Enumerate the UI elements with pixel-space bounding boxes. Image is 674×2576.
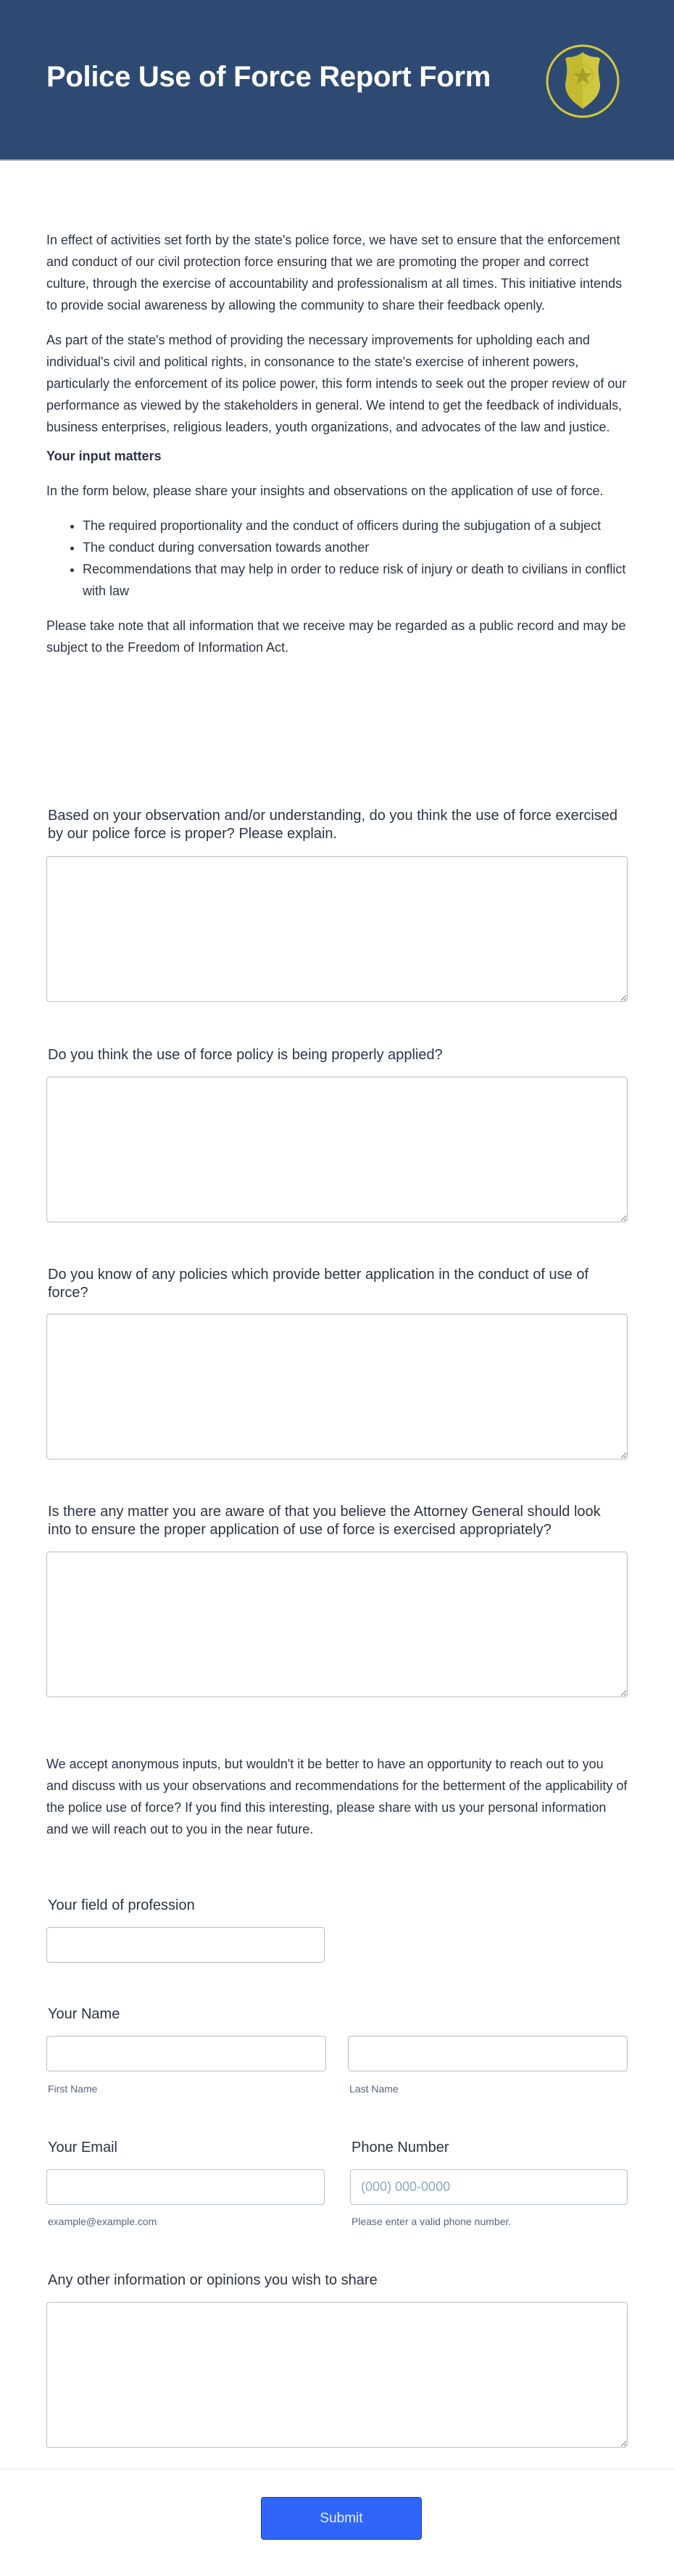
other-info-textarea[interactable]: [46, 2302, 628, 2448]
page-title: Police Use of Force Report Form: [46, 61, 491, 93]
first-name-sublabel: First Name: [48, 2083, 98, 2095]
intro-paragraph-3: In the form below, please share your insights and observations on the application of use of force.: [46, 484, 604, 498]
last-name-sublabel: Last Name: [349, 2083, 399, 2095]
intro-section: [46, 229, 628, 658]
form-header: [0, 0, 674, 161]
question-4-textarea[interactable]: [46, 1552, 628, 1697]
profession-label: Your field of profession: [48, 1897, 195, 1913]
profession-input[interactable]: [46, 1927, 325, 1963]
email-input[interactable]: [46, 2169, 325, 2205]
intro-paragraph-4: Please take note that all information that we receive may be regarded as a public record and may be subject to the Freedom of Information Act.: [46, 618, 626, 655]
submit-button[interactable]: Submit: [261, 2497, 422, 2540]
bullet-item: • The required proportionality and the conduct of officers during the subjugation of a subject: [83, 515, 628, 537]
first-name-input[interactable]: [46, 2036, 326, 2071]
phone-input[interactable]: [350, 2169, 628, 2205]
email-label: Your Email: [48, 2140, 117, 2155]
question-1-label: Based on your observation and/or understanding, do you think the use of force exercised by our police force is proper? Please explain.: [48, 808, 618, 842]
last-name-input[interactable]: [348, 2036, 628, 2071]
input-matters-heading: Your input matters: [46, 449, 162, 463]
email-sublabel: example@example.com: [48, 2216, 157, 2227]
phone-label: Phone Number: [351, 2140, 449, 2155]
intro-paragraph-1: In effect of activities set forth by the state's police force, we have set to ensure that the enforcement and conduct of our civil protection force ensuring that we are promoting the proper and correct culture, through the exercise of accountability and professionalism at all times. This initiative intends to provide social awareness by allowing the community to share their feedback openly.: [46, 233, 623, 312]
contact-intro-paragraph: We accept anonymous inputs, but wouldn't it be better to have an opportunity to reach out to you and discuss with us your observations and recommendations for the betterment of the applicability of the police use of force? If you find this interesting, please share with us your personal information and we will reach out to you in the near future.: [46, 1757, 628, 1836]
intro-paragraph-2: As part of the state's method of providing the necessary improvements for upholding each and individual's civil and political rights, in consonance to the state's exercise of inherent powers, particularly the enforcement of its police power, this form intends to seek out the proper review of our performance as viewed by the stakeholders in general. We intend to get the feedback of individuals, business enterprises, religious leaders, youth organizations, and advocates of the law and justice.: [46, 333, 627, 434]
phone-sublabel: Please enter a valid phone number.: [351, 2216, 512, 2227]
question-2-textarea[interactable]: [46, 1077, 628, 1222]
other-info-label: Any other information or opinions you wish to share: [48, 2272, 378, 2288]
contact-intro-section: [46, 1753, 628, 1840]
question-2-label: Do you think the use of force policy is being properly applied?: [48, 1047, 443, 1063]
question-1-textarea[interactable]: [46, 856, 628, 1002]
question-3-textarea[interactable]: [46, 1314, 628, 1459]
intro-bullet-list: [46, 515, 628, 602]
question-4-label: Is there any matter you are aware of that you believe the Attorney General should look into to ensure the proper application of use of force is exercised appropriately?: [48, 1504, 601, 1538]
bullet-item: • The conduct during conversation towards another: [83, 537, 628, 558]
name-label: Your Name: [48, 2006, 120, 2022]
question-3-label: Do you know of any policies which provide better application in the conduct of use of force?: [48, 1267, 588, 1301]
police-badge-icon: [545, 44, 620, 119]
bullet-item: • Recommendations that may help in order to reduce risk of injury or death to civilians in conflict with law: [83, 558, 628, 602]
